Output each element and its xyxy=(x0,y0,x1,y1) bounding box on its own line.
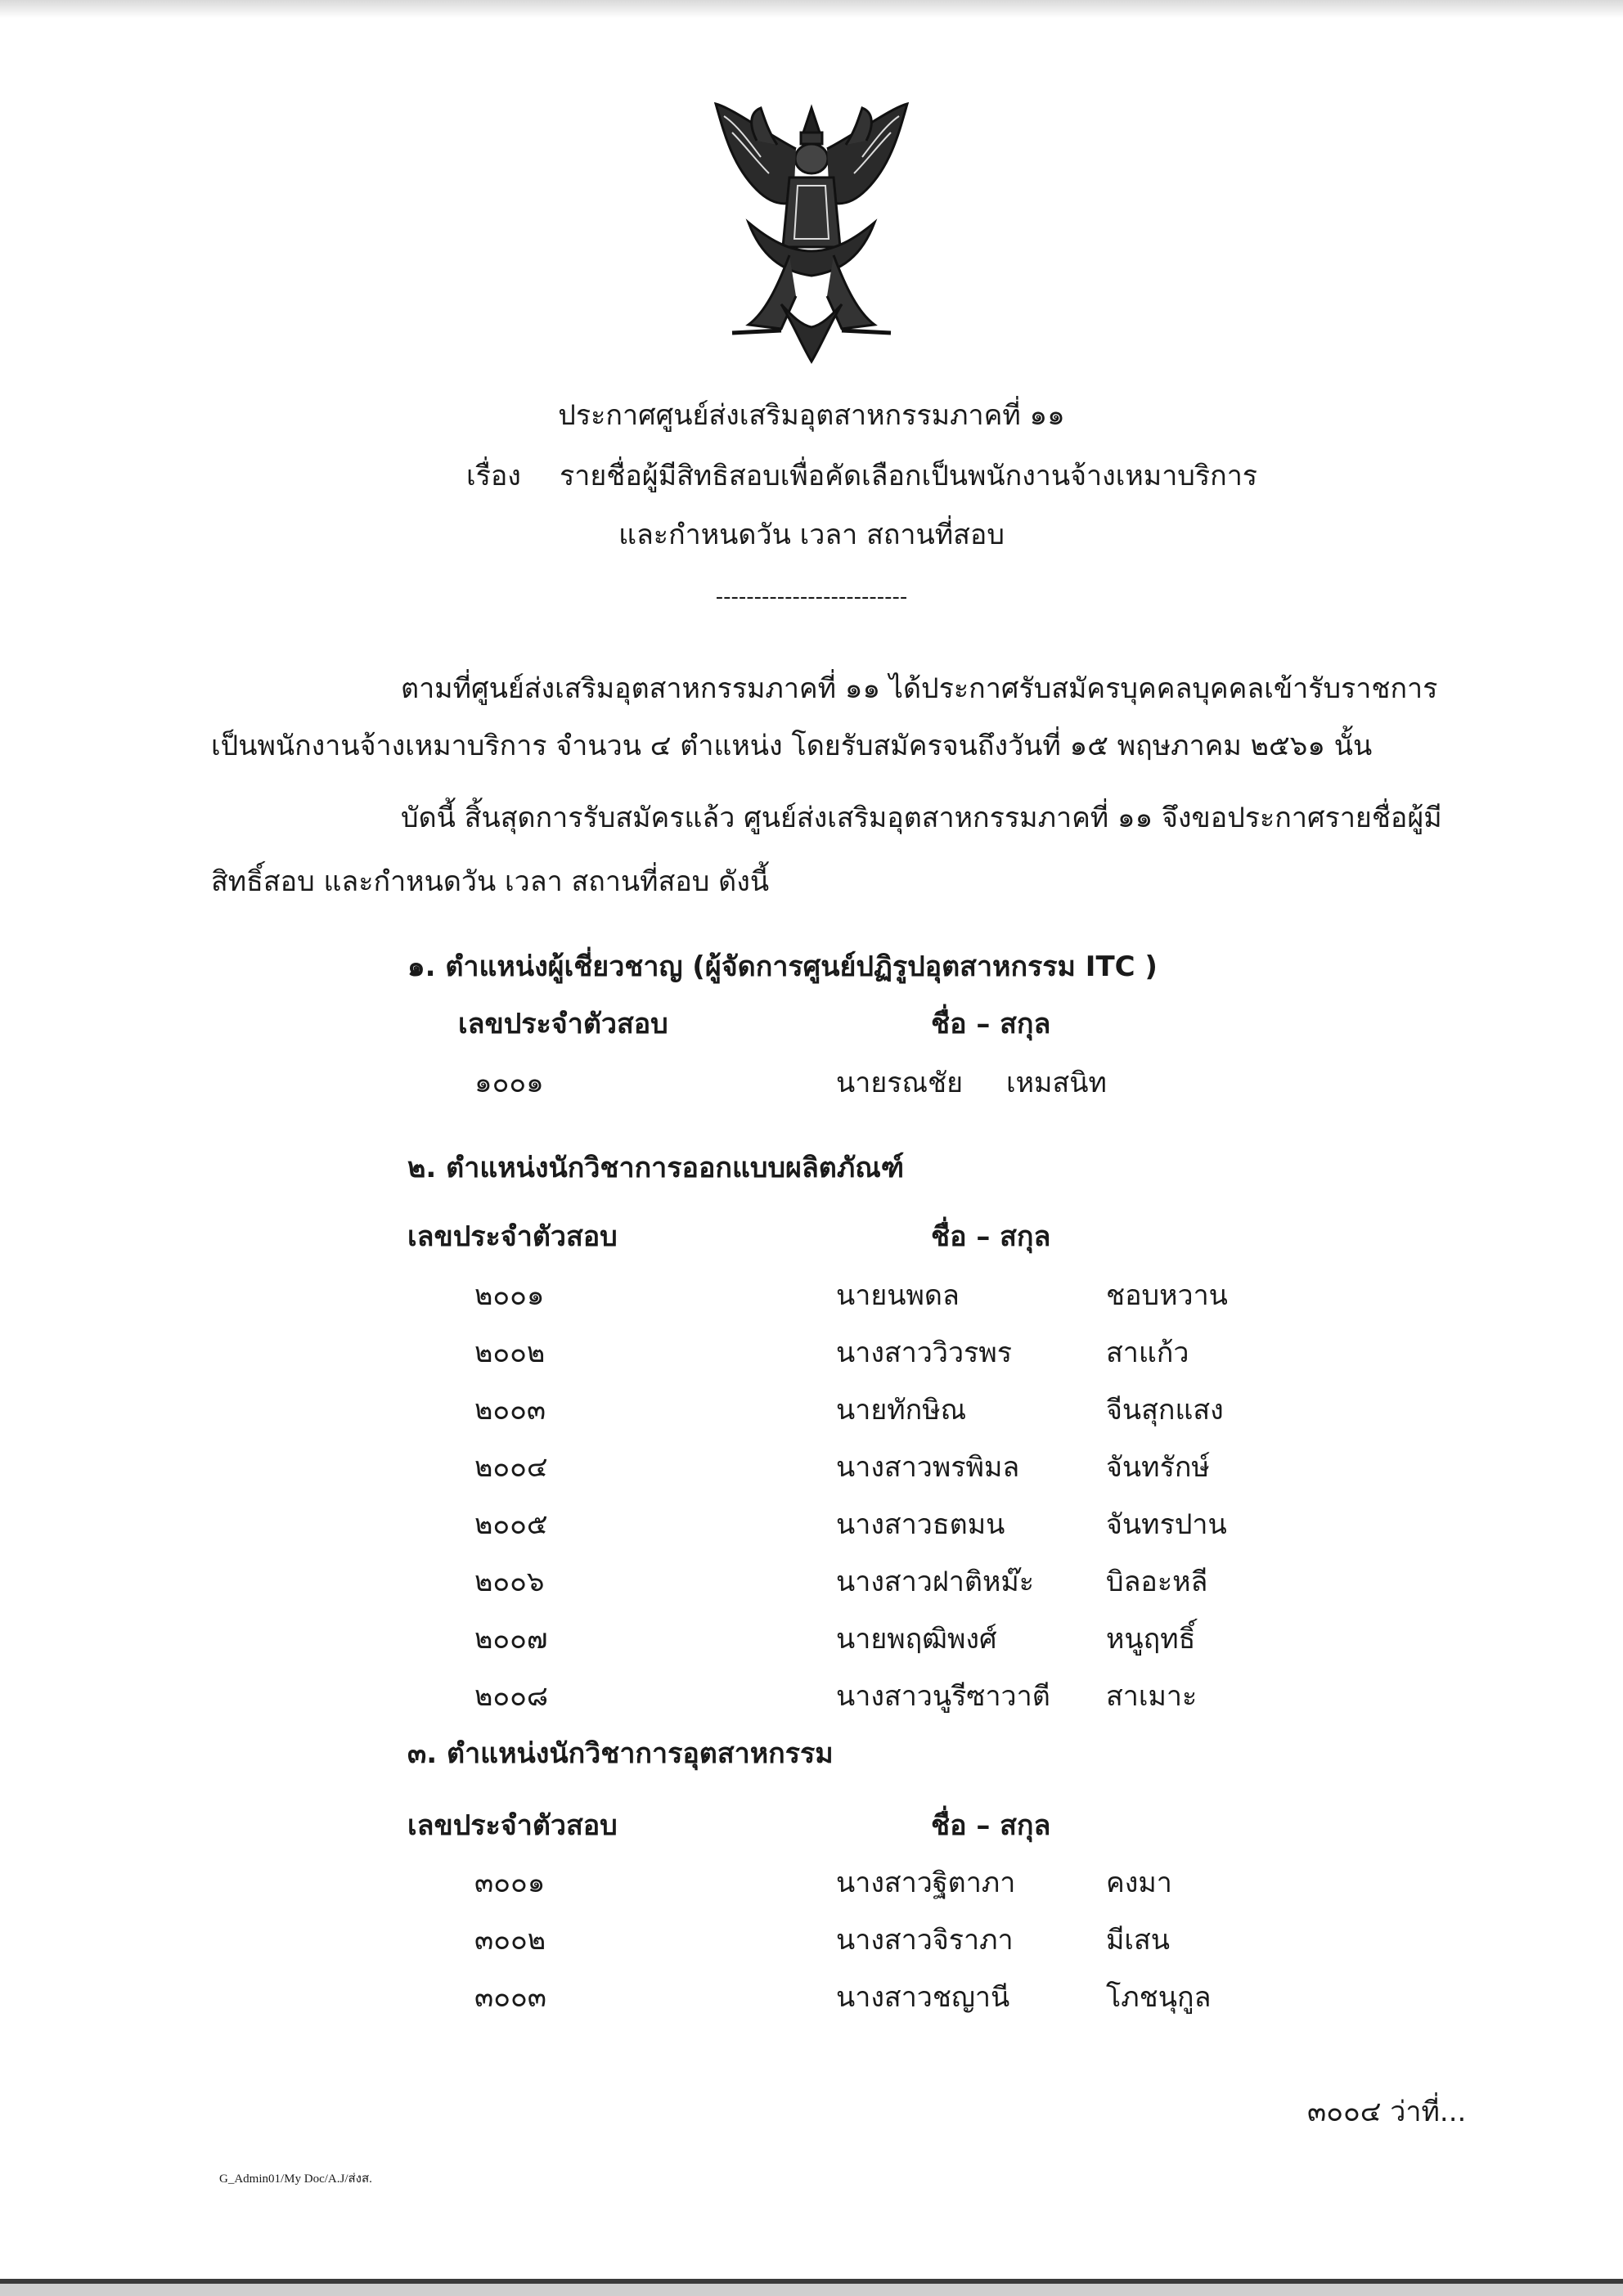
paragraph-2-line-2: สิทธิ์สอบ และกำหนดวัน เวลา สถานที่สอบ ดังนี้ xyxy=(211,865,770,898)
section-3-heading: ๓. ตำแหน่งนักวิชาการอุตสาหกรรม xyxy=(407,1737,834,1770)
exam-id: ๓๐๐๒ xyxy=(474,1924,546,1957)
section-3-col-id: เลขประจำตัวสอบ xyxy=(407,1809,618,1842)
paragraph-1-line-1: ตามที่ศูนย์ส่งเสริมอุตสาหกรรมภาคที่ ๑๑ ได้ประกาศรับสมัครบุคคลบุคคลเข้ารับราชการ xyxy=(401,672,1438,705)
first-name: นางสาววิวรพร xyxy=(836,1337,1012,1369)
last-name: จันทรปาน xyxy=(1106,1508,1227,1541)
first-name: นางสาวจิราภา xyxy=(836,1924,1014,1957)
scan-top-shade xyxy=(0,0,1623,18)
last-name: คงมา xyxy=(1106,1867,1172,1899)
announcement-title: ประกาศศูนย์ส่งเสริมอุตสาหกรรมภาคที่ ๑๑ xyxy=(558,399,1065,432)
section-1-heading: ๑. ตำแหน่งผู้เชี่ยวชาญ (ผู้จัดการศูนย์ปฏิรูปอุตสาหกรรม ITC ) xyxy=(407,950,1158,983)
subject-line-2: และกำหนดวัน เวลา สถานที่สอบ xyxy=(618,519,1005,551)
first-name: นายรณชัย xyxy=(836,1067,964,1099)
first-name: นางสาวธตมน xyxy=(836,1508,1005,1541)
paragraph-1-line-2: เป็นพนักงานจ้างเหมาบริการ จำนวน ๔ ตำแหน่ง โดยรับสมัครจนถึงวันที่ ๑๕ พฤษภาคม ๒๕๖๑ นั้น xyxy=(211,730,1373,762)
section-1-col-name: ชื่อ – สกุล xyxy=(931,1008,1051,1040)
last-name: มีเสน xyxy=(1106,1924,1171,1957)
section-1-col-id: เลขประจำตัวสอบ xyxy=(458,1008,668,1040)
first-name: นางสาวชญานี xyxy=(836,1981,1010,2014)
exam-id: ๒๐๐๖ xyxy=(474,1566,545,1598)
first-name: นางสาวนูรีซาวาตี xyxy=(836,1680,1050,1713)
section-3-col-name: ชื่อ – สกุล xyxy=(931,1809,1051,1842)
first-name: นายพฤฒิพงศ์ xyxy=(836,1623,997,1656)
first-name: นายทักษิณ xyxy=(836,1394,967,1427)
garuda-emblem xyxy=(699,100,924,366)
scan-bottom-shade xyxy=(0,2284,1623,2296)
section-2-col-name: ชื่อ – สกุล xyxy=(931,1220,1051,1253)
last-name: เหมสนิท xyxy=(1006,1067,1107,1099)
exam-id: ๒๐๐๕ xyxy=(474,1508,548,1541)
last-name: จีนสุกแสง xyxy=(1106,1394,1224,1427)
exam-id: ๒๐๐๔ xyxy=(474,1451,548,1484)
exam-id: ๓๐๐๓ xyxy=(474,1981,546,2014)
section-2-col-id: เลขประจำตัวสอบ xyxy=(407,1220,618,1253)
last-name: ชอบหวาน xyxy=(1106,1279,1228,1312)
file-path: G_Admin01/My Doc/A.J/ส่งส. xyxy=(219,2172,372,2186)
last-name: จันทรักษ์ xyxy=(1106,1451,1210,1484)
last-name: สาแก้ว xyxy=(1106,1337,1189,1369)
first-name: นางสาวฐิตาภา xyxy=(836,1867,1016,1899)
continuation-note: ๓๐๐๔ ว่าที่... xyxy=(1307,2096,1467,2128)
subject-line-1: รายชื่อผู้มีสิทธิสอบเพื่อคัดเลือกเป็นพนักงานจ้างเหมาบริการ xyxy=(560,460,1258,492)
exam-id: ๓๐๐๑ xyxy=(474,1867,546,1899)
exam-id: ๒๐๐๘ xyxy=(474,1680,549,1713)
subject-label: เรื่อง xyxy=(466,460,521,492)
last-name: หนูฤทธิ์ xyxy=(1106,1623,1196,1656)
first-name: นายนพดล xyxy=(836,1279,960,1312)
last-name: บิลอะหลี xyxy=(1106,1566,1208,1598)
first-name: นางสาวพรพิมล xyxy=(836,1451,1020,1484)
paragraph-2-line-1: บัดนี้ สิ้นสุดการรับสมัครแล้ว ศูนย์ส่งเสริมอุตสาหกรรมภาคที่ ๑๑ จึงขอประกาศรายชื่อผู้มี xyxy=(401,802,1442,834)
exam-id: ๒๐๐๗ xyxy=(474,1623,548,1656)
exam-id: ๒๐๐๑ xyxy=(474,1279,545,1312)
last-name: สาเมาะ xyxy=(1106,1680,1198,1713)
exam-id: ๑๐๐๑ xyxy=(474,1067,544,1099)
first-name: นางสาวฝาติหม๊ะ xyxy=(836,1566,1035,1598)
exam-id: ๒๐๐๓ xyxy=(474,1394,546,1427)
last-name: โภชนุกูล xyxy=(1106,1981,1212,2014)
section-2-heading: ๒. ตำแหน่งนักวิชาการออกแบบผลิตภัณฑ์ xyxy=(407,1152,905,1184)
header-divider: ------------------------- xyxy=(715,585,908,609)
exam-id: ๒๐๐๒ xyxy=(474,1337,546,1369)
